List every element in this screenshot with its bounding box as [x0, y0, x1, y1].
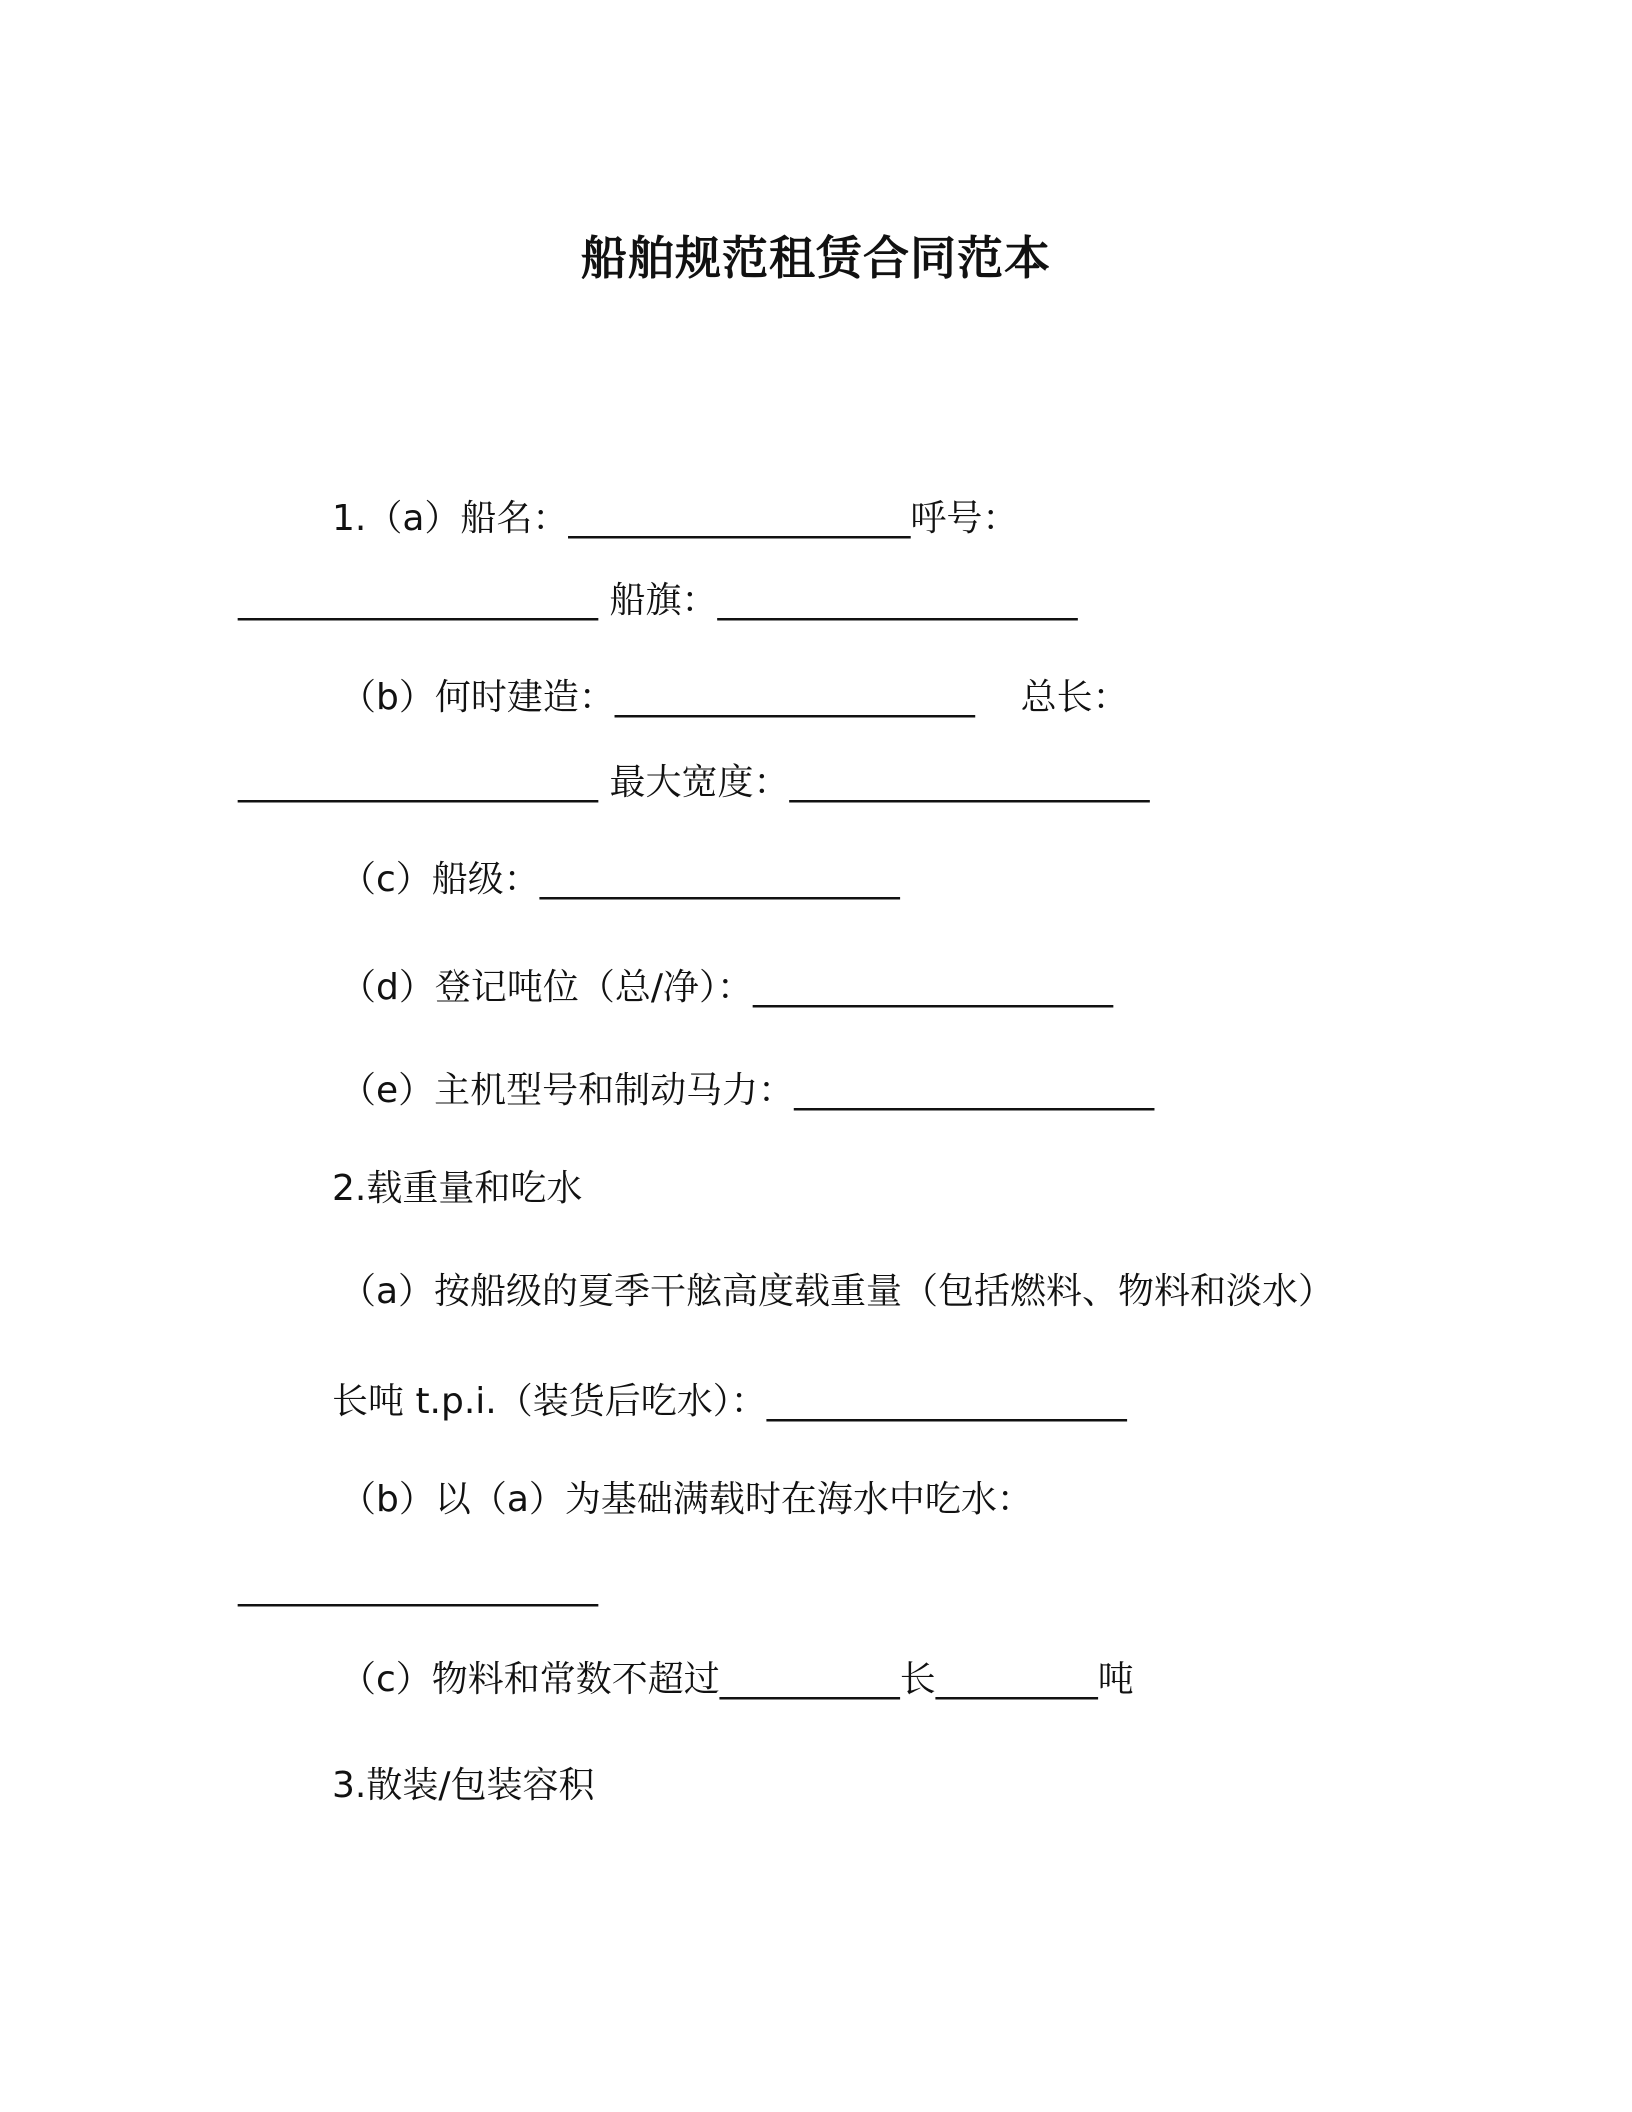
clause-1b-max-breadth: ____________________ 最大宽度：____________________	[238, 762, 1150, 803]
clause-2c-stores: （c）物料和常数不超过__________长_________吨	[340, 1659, 1134, 1700]
clause-2a-tpi: 长吨 t.p.i.（装货后吃水）：____________________	[332, 1381, 1127, 1422]
section-2-heading: 2.载重量和吃水	[332, 1168, 583, 1209]
clause-2b-draft: （b）以（a）为基础满载时在海水中吃水：	[340, 1479, 1033, 1520]
clause-2a-deadweight: （a）按船级的夏季干舷高度载重量（包括燃料、物料和淡水）	[340, 1271, 1335, 1312]
document-title: 船舶规范租赁合同范本	[581, 231, 1051, 285]
section-3-heading: 3.散装/包装容积	[332, 1765, 595, 1806]
clause-1a-flag: ____________________ 船旗：____________________	[238, 580, 1078, 621]
clause-1b-built-loa: （b）何时建造：____________________ 总长：	[340, 677, 1129, 718]
clause-1d-tonnage: （d）登记吨位（总/净）：____________________	[340, 967, 1113, 1008]
clause-1a-vessel-name-call-sign: 1.（a）船名：___________________呼号：	[332, 498, 1019, 539]
clause-2b-blank: ____________________	[238, 1566, 598, 1607]
clause-1c-class: （c）船级：____________________	[340, 859, 900, 900]
clause-1e-engine: （e）主机型号和制动马力：____________________	[340, 1070, 1155, 1111]
